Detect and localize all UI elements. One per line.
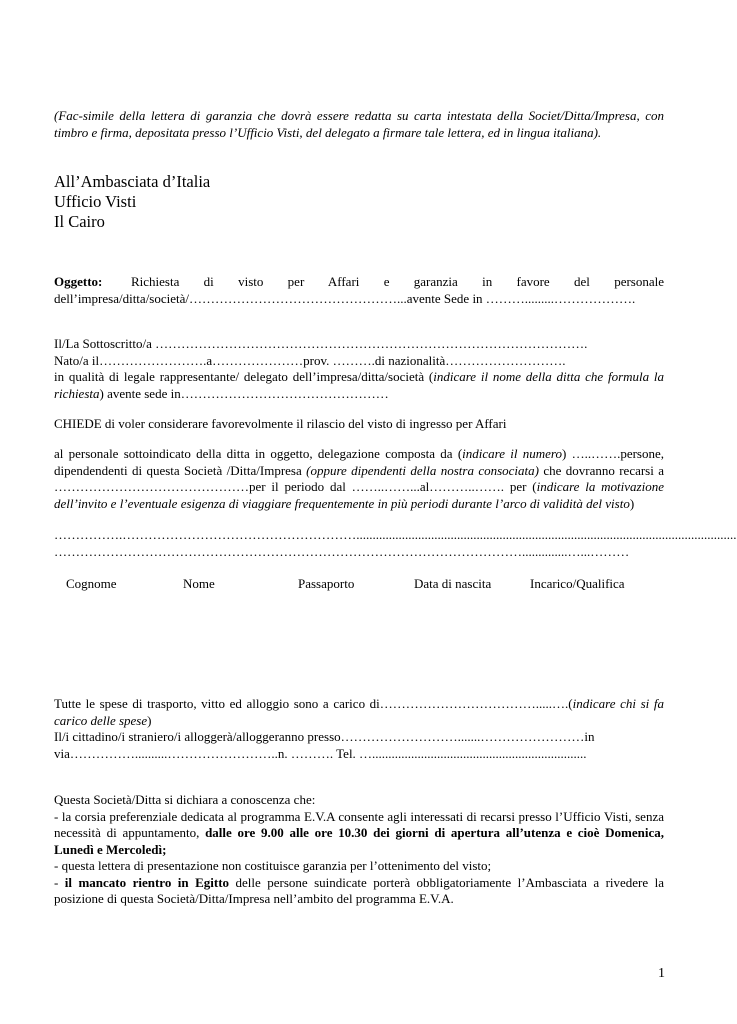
signer-role-text	[54, 369, 664, 402]
subject-block	[54, 274, 664, 307]
staff-number-hint: indicare il numero	[462, 446, 562, 461]
col-data-nascita: Data di nascita	[414, 576, 492, 591]
declaration-intro: Questa Società/Ditta si dichiara a conoscenza che:	[54, 792, 316, 807]
address-line-1: All’Ambasciata d’Italia	[54, 172, 211, 191]
signer-name-line: Il/La Sottoscritto/a ……………………………………………………………………………………….	[54, 336, 588, 351]
subject-line-1: Richiesta di visto per Affari e garanzia in favore del personale	[131, 274, 664, 289]
col-incarico: Incarico/Qualifica	[530, 576, 625, 591]
declaration-item-3	[54, 875, 664, 908]
subject-line-2: dell’impresa/ditta/società/…………………………………………...avente Sede in ……….........……………….	[54, 290, 636, 306]
staff-a: al personale sottoindicato della ditta in oggetto, delegazione composta da (	[54, 446, 463, 461]
staff-paragraph	[54, 446, 664, 512]
expenses-a: Tutte le spese di trasporto, vitto ed alloggio sono a carico di……………………………….....….(	[54, 696, 573, 711]
staff-table-header	[0, 576, 703, 594]
expenses-block	[54, 696, 664, 762]
signer-role-hint: indicare il nome della ditta che formula la richiesta	[54, 369, 665, 401]
staff-dots	[54, 527, 737, 560]
expenses-hint: indicare chi si fa carico delle spese	[54, 696, 664, 728]
address-line-2: Ufficio Visti	[54, 192, 137, 211]
dots-line-1: …………….……………………………………………….....................................................................................................................	[54, 527, 737, 542]
address-phone-line: via……………..........……………………..n. ………. Tel. …..................................................................	[54, 745, 587, 761]
declaration-item-3-text: delle persone suindicate porterà obbligatoriamente l’Ambasciata a rivedere la posizione di questa Società/Ditta/Impresa nell’ambito del programma E.V.A.	[54, 874, 664, 906]
declaration-item-2: - questa lettera di presentazione non costituisce garanzia per l’ottenimento del visto;	[54, 858, 492, 873]
staff-e: che dovranno recarsi a ………………………………………per il periodo dal ……..……...al………..……. per (	[54, 462, 664, 494]
staff-c: ) …..…….persone, dipendendenti di questa Società /Ditta/Impresa	[54, 446, 664, 478]
staff-motivation-hint: indicare la motivazione dell’invito e l’eventuale esigenza di viaggiare frequentemente in più periodi durante l’arco di validità del visto	[54, 479, 664, 511]
recipient-address	[54, 172, 210, 232]
signer-role-c: ) avente sede in…………………………………………	[99, 385, 389, 401]
declaration-item-1-hours: dalle ore 9.00 alle ore 10.30 dei giorni di apertura all’utenza e cioè Domenica, Lunedì e Mercoledì;	[54, 825, 664, 857]
staff-consociata-hint: (oppure dipendenti della nostra consociata)	[306, 462, 539, 478]
signer-birth-line: Nato/a il…………………….a…………………prov. ……….di nazionalità……………………….	[54, 352, 566, 368]
declaration-item-3-bold: il mancato rientro in Egitto	[64, 874, 230, 890]
expenses-text	[54, 696, 664, 729]
address-line-3: Il Cairo	[54, 212, 105, 231]
declaration-item-1	[54, 809, 664, 859]
dots-line-2: ………………………………………………………………………………………………..............…...………	[54, 543, 630, 559]
intro-note: (Fac-simile della lettera di garanzia che dovrà essere redatta su carta intestata della Societ/Ditta/Impresa, con timbro e firma, depositata presso l’Ufficio Visti, del delegato a firmare tale lettera, ed in lingua italiana).	[54, 108, 664, 140]
expenses-c: )	[147, 712, 152, 728]
subject-label: Oggetto:	[54, 274, 103, 289]
signer-role-a: in qualità di legale rappresentante/ delegato dell’impresa/ditta/società (	[54, 369, 434, 384]
col-nome: Nome	[183, 576, 215, 591]
declaration-item-3-dash: -	[54, 874, 65, 890]
request-line: CHIEDE di voler considerare favorevolmente il rilascio del visto di ingresso per Affari	[54, 416, 507, 431]
lodging-line: Il/i cittadino/i straniero/i alloggerà/alloggeranno presso……………………….......……………………in	[54, 729, 595, 744]
staff-g: )	[629, 495, 635, 511]
page-number: 1	[658, 966, 665, 981]
col-cognome: Cognome	[66, 576, 117, 591]
declaration-block	[54, 792, 664, 908]
declaration-item-1-text: - la corsia preferenziale dedicata al programma E.V.A consente agli interessati di recarsi presso l’Ufficio Visti, senza necessità di appuntamento,	[54, 808, 664, 840]
col-passaporto: Passaporto	[298, 576, 355, 591]
signer-block	[54, 336, 664, 402]
